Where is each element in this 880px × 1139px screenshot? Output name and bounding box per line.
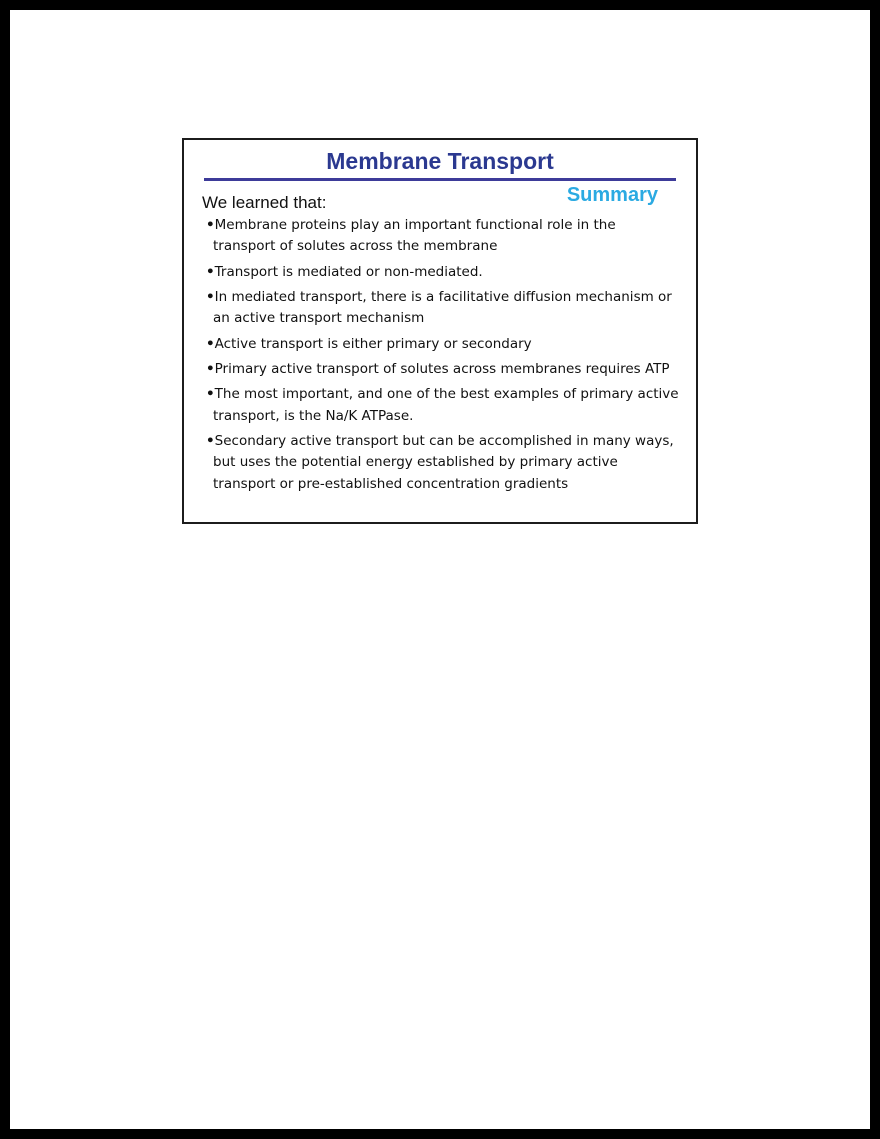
- bullet-text: Active transport is either primary or secondary: [214, 335, 532, 352]
- bullet-text: Secondary active transport but can be accomplished in many ways, but uses the potential energy established by primary active transport or pre-established concentration gradients: [213, 432, 674, 492]
- list-item: [206, 262, 682, 283]
- bullet-text: Membrane proteins play an important functional role in the transport of solutes across the membrane: [213, 217, 616, 255]
- document-page: [10, 10, 870, 1129]
- slide-subtitle: Summary: [566, 184, 658, 206]
- title-underline-rule: [204, 178, 676, 181]
- bullet-text: Transport is mediated or non-mediated.: [214, 263, 483, 280]
- bullet-marker: •: [206, 432, 215, 449]
- list-item: [206, 359, 682, 380]
- list-item: [206, 287, 682, 330]
- intro-text: We learned that:: [202, 193, 327, 212]
- slide-frame: [182, 138, 698, 524]
- bullet-marker: •: [206, 360, 215, 377]
- bullet-marker: •: [206, 263, 215, 280]
- list-item: [206, 215, 682, 258]
- bullet-text: In mediated transport, there is a facilitative diffusion mechanism or an active transport mechanism: [213, 288, 672, 327]
- bullet-marker: •: [206, 288, 215, 305]
- bullet-marker: •: [206, 217, 215, 233]
- bullet-text: Primary active transport of solutes across membranes requires ATP: [214, 360, 670, 377]
- list-item: [206, 384, 682, 427]
- bullet-list: [206, 215, 682, 495]
- list-item: [206, 431, 682, 495]
- list-item: [206, 334, 682, 355]
- bullet-marker: •: [206, 335, 215, 352]
- bullet-marker: •: [206, 386, 215, 403]
- bullet-text: The most important, and one of the best examples of primary active transport, is the Na/K ATPase.: [213, 386, 679, 424]
- slide-title: Membrane Transport: [326, 148, 554, 174]
